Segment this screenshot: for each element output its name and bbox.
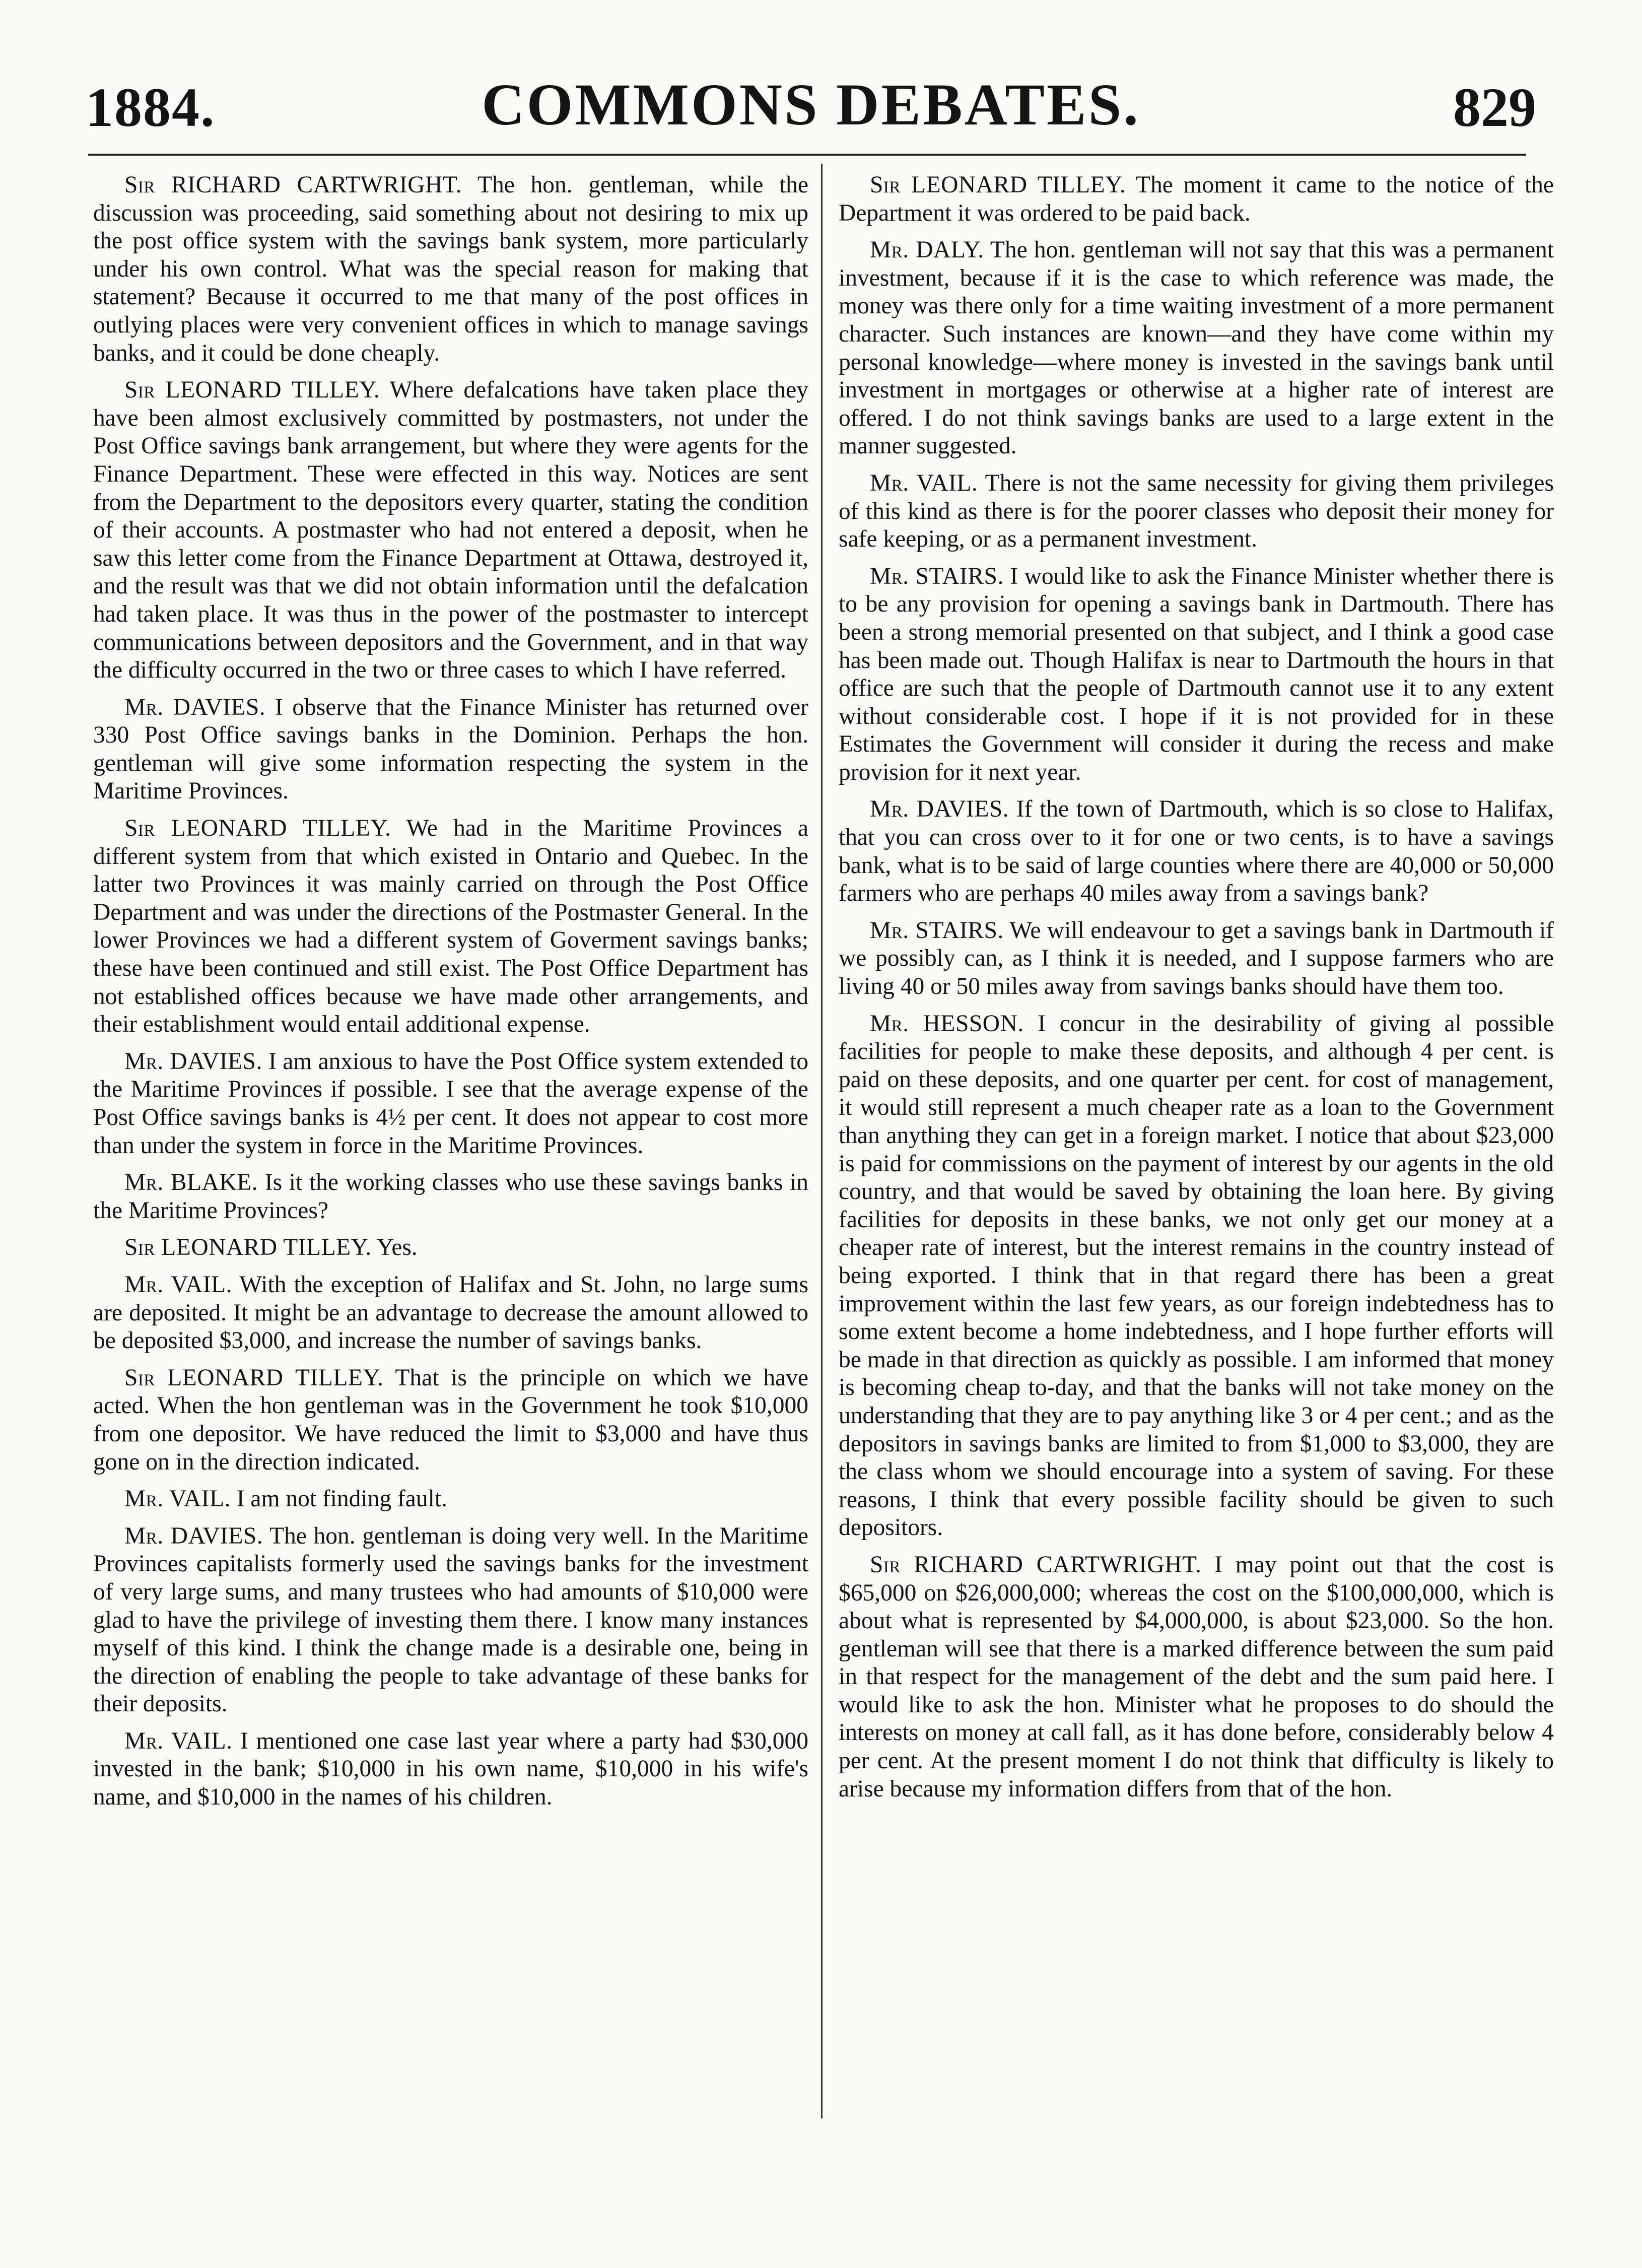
header-title: COMMONS DEBATES. — [482, 72, 1140, 138]
speech-paragraph — [93, 171, 808, 367]
speech-text: Where defalcations have taken place they have been almost exclusively committed by postmasters, not under the Post Office savings bank arrangement, but where they were agents for the Finance Department. These were effected in this way. Notices are sent from the Department to the depositors every quarter, stating the condition of their accounts. A postmaster who had not entered a deposit, when he saw this letter come from the Finance Department at Ottawa, destroyed it, and the result was that we did not obtain information until the defalcation had taken place. It was thus in the power of the postmaster to intercept communications between depositors and the Government, and in that way the difficulty occurred in the two or three cases to which I have referred. — [93, 377, 808, 684]
speaker-name: Mr. DAVIES. — [124, 1522, 263, 1549]
speech-paragraph — [93, 1048, 808, 1160]
speech-paragraph — [839, 171, 1554, 227]
speaker-name: Mr. VAIL. — [870, 470, 978, 496]
speech-text: We had in the Maritime Provinces a different system from that which existed in Ontario and Quebec. In the latter two Provinces it was mainly carried on through the Post Office Department and was under the directions of the Postmaster General. In the lower Provinces we had a different system of Goverment savings banks; these have been continued and still exist. The Post Office Department has not established offices because we have made other arrangements, and their establishment would entail additional expense. — [93, 815, 808, 1038]
header-year: 1884. — [86, 77, 216, 138]
speech-paragraph — [839, 563, 1554, 787]
speech-text: The hon. gentleman will not say that this was a permanent investment, because if it is the case to which reference was made, the money was there only for a time waiting investment of a more permanent character. Such instances are known—and they have come within my personal knowledge—where money is invested in the savings bank until investment in mortgages or otherwise at a higher rate of interest are offered. I do not think savings banks are used to a large extent in the manner suggested. — [839, 237, 1554, 459]
left-column — [93, 171, 808, 1821]
speech-text: Is it the working classes who use these savings banks in the Maritime Provinces? — [93, 1169, 808, 1224]
speaker-name: Mr. DAVIES. — [124, 694, 266, 720]
speech-paragraph — [93, 1727, 808, 1812]
speech-paragraph — [93, 815, 808, 1039]
speech-text: The moment it came to the notice of the Department it was ordered to be paid back. — [839, 172, 1554, 226]
speech-paragraph — [839, 1551, 1554, 1803]
speech-text: There is not the same necessity for giving them privileges of this kind as there is for the poorer classes who deposit their money for safe keeping, or as a permanent investment. — [839, 470, 1554, 553]
speech-text: That is the principle on which we have acted. When the hon gentleman was in the Government he took $10,000 from one depositor. We have reduced the limit to $3,000 and have thus gone on in the direction indicated. — [93, 1364, 808, 1475]
speaker-name: Mr. VAIL. — [124, 1271, 233, 1298]
speaker-name: Mr. DAVIES. — [870, 796, 1009, 823]
speaker-name: Mr. DAVIES. — [124, 1048, 262, 1075]
speech-paragraph — [93, 1234, 808, 1262]
speech-text: I concur in the desirability of giving al possible facilities for people to make these deposits, and although 4 per cent. is paid on these deposits, and one quarter per cent. for cost of management, it would still represent a much cheaper rate as a loan to the Government than anything they can get in a foreign market. I notice that about $23,000 is paid for commissions on the payment of interest by our agents in the old country, and that would be saved by obtaining the loan here. By giving facilities for deposits in these banks, we not only get our money at a cheaper rate of interest, but the interest remains in the country instead of being exported. I think that in that regard there has been a great improvement within the last few years, as our foreign indebtedness has to some extent become a home indebtedness, and I hope further efforts will be made in that direction as quickly as possible. I am informed that money is becoming cheap to-day, and that the banks will not take money on the understanding that they are to pay anything like 3 or 4 per cent.; and as the depositors in savings banks are limited to from $1,000 to $3,000, they are the class whom we should encourage into a system of saving. For these reasons, I think that every possible facility should be given to such depositors. — [839, 1010, 1554, 1541]
speech-paragraph — [93, 1364, 808, 1476]
speech-text: I mentioned one case last year where a party had $30,000 invested in the bank; $10,000 in his own name, $10,000 in his wife's name, and $10,000 in the names of his children. — [93, 1727, 808, 1811]
header-page-number: 829 — [1453, 77, 1536, 138]
speech-paragraph — [93, 1485, 808, 1513]
speech-text: We will endeavour to get a savings bank in Dartmouth if we possibly can, as I think it is needed, and I suppose farmers who are living 40 or 50 miles away from savings banks should have them too. — [839, 917, 1554, 1000]
speaker-name: Mr. STAIRS. — [870, 917, 1004, 944]
speech-text: The hon. gentleman, while the discussion was proceeding, said something about not desiring to mix up the post office system with the savings bank system, more particularly under his own control. What was the special reason for making that statement? Because it occurred to me that many of the post offices in outlying places were very convenient offices in which to manage savings banks, and it could be done cheaply. — [93, 172, 808, 366]
speaker-name: Sir RICHARD CARTWRIGHT. — [870, 1551, 1202, 1578]
speech-text: I may point out that the cost is $65,000 on $26,000,000; whereas the cost on the $100,000,000, which is about what is represented by $4,000,000, is about $23,000. So the hon. gentleman will see that there is a marked difference between the sum paid in that respect for the management of the debt and the sum paid here. I would like to ask the hon. Minister what he proposes to do should the interests on money at call fall, as it has done before, considerably below 4 per cent. At the present moment I do not think that difficulty is likely to arise because my information differs from that of the hon. — [839, 1551, 1554, 1802]
speech-paragraph — [839, 795, 1554, 907]
speech-text: I am not finding fault. — [236, 1486, 447, 1512]
speaker-name: Mr. VAIL. — [124, 1486, 231, 1512]
speaker-name: Sir LEONARD TILLEY. — [124, 815, 391, 842]
speaker-name: Sir RICHARD CARTWRIGHT. — [124, 172, 462, 198]
speech-paragraph — [93, 694, 808, 806]
speaker-name: Mr. BLAKE. — [124, 1169, 258, 1196]
speaker-name: Mr. HESSON. — [870, 1010, 1024, 1037]
page-header — [86, 65, 1536, 151]
speech-text: I would like to ask the Finance Minister whether there is to be any provision for opening a savings bank in Dartmouth. There has been a strong memorial presented on that subject, and I think a good case has been made out. Though Halifax is near to Dartmouth the hours in that office are such that the people of Dartmouth cannot use it to any extent without considerable cost. I hope if it is not provided for in these Estimates the Government will consider it during the recess and make provision for it next year. — [839, 563, 1554, 785]
speech-text: I am anxious to have the Post Office system extended to the Maritime Provinces if possible. I see that the average expense of the Post Office savings banks is 4½ per cent. It does not appear to cost more than under the system in force in the Maritime Provinces. — [93, 1048, 808, 1159]
speech-text: With the exception of Halifax and St. John, no large sums are deposited. It might be an advantage to decrease the amount allowed to be deposited $3,000, and increase the number of savings banks. — [93, 1271, 808, 1354]
speech-paragraph — [839, 236, 1554, 460]
speech-paragraph — [93, 376, 808, 685]
speech-text: The hon. gentleman is doing very well. In the Maritime Provinces capitalists formerly used the savings banks for the investment of very large sums, and many trustees who had amounts of $10,000 were glad to have the privilege of investing them there. I know many instances myself of this kind. I think the change made is a desirable one, being in the direction of enabling the people to take advantage of these banks for their deposits. — [93, 1522, 808, 1717]
column-divider — [821, 164, 823, 2118]
speech-text: Yes. — [376, 1234, 418, 1261]
speech-text: I observe that the Finance Minister has returned over 330 Post Office savings banks in the Dominion. Perhaps the hon. gentleman will give some information respecting the system in the Maritime Provinces. — [93, 694, 808, 805]
speaker-name: Sir LEONARD TILLEY. — [124, 1364, 384, 1391]
speaker-name: Sir LEONARD TILLEY. — [124, 377, 380, 404]
header-rule — [88, 154, 1526, 156]
speech-paragraph — [93, 1522, 808, 1718]
speaker-name: Mr. DALY. — [870, 237, 984, 263]
speech-paragraph — [839, 917, 1554, 1001]
speaker-name: Sir LEONARD TILLEY. — [870, 172, 1126, 198]
speaker-name: Sir LEONARD TILLEY. — [124, 1234, 372, 1261]
speech-text: If the town of Dartmouth, which is so close to Halifax, that you can cross over to it for one or two cents, is to have a savings bank, what is to be said of large counties where there are 40,000 or 50,000 farmers who are perhaps 40 miles away from a savings bank? — [839, 796, 1554, 907]
speech-paragraph — [93, 1271, 808, 1355]
speech-paragraph — [93, 1169, 808, 1225]
speaker-name: Mr. VAIL. — [124, 1727, 233, 1754]
speech-paragraph — [839, 470, 1554, 554]
speaker-name: Mr. STAIRS. — [870, 563, 1004, 589]
right-column — [839, 171, 1554, 1812]
speech-paragraph — [839, 1010, 1554, 1542]
